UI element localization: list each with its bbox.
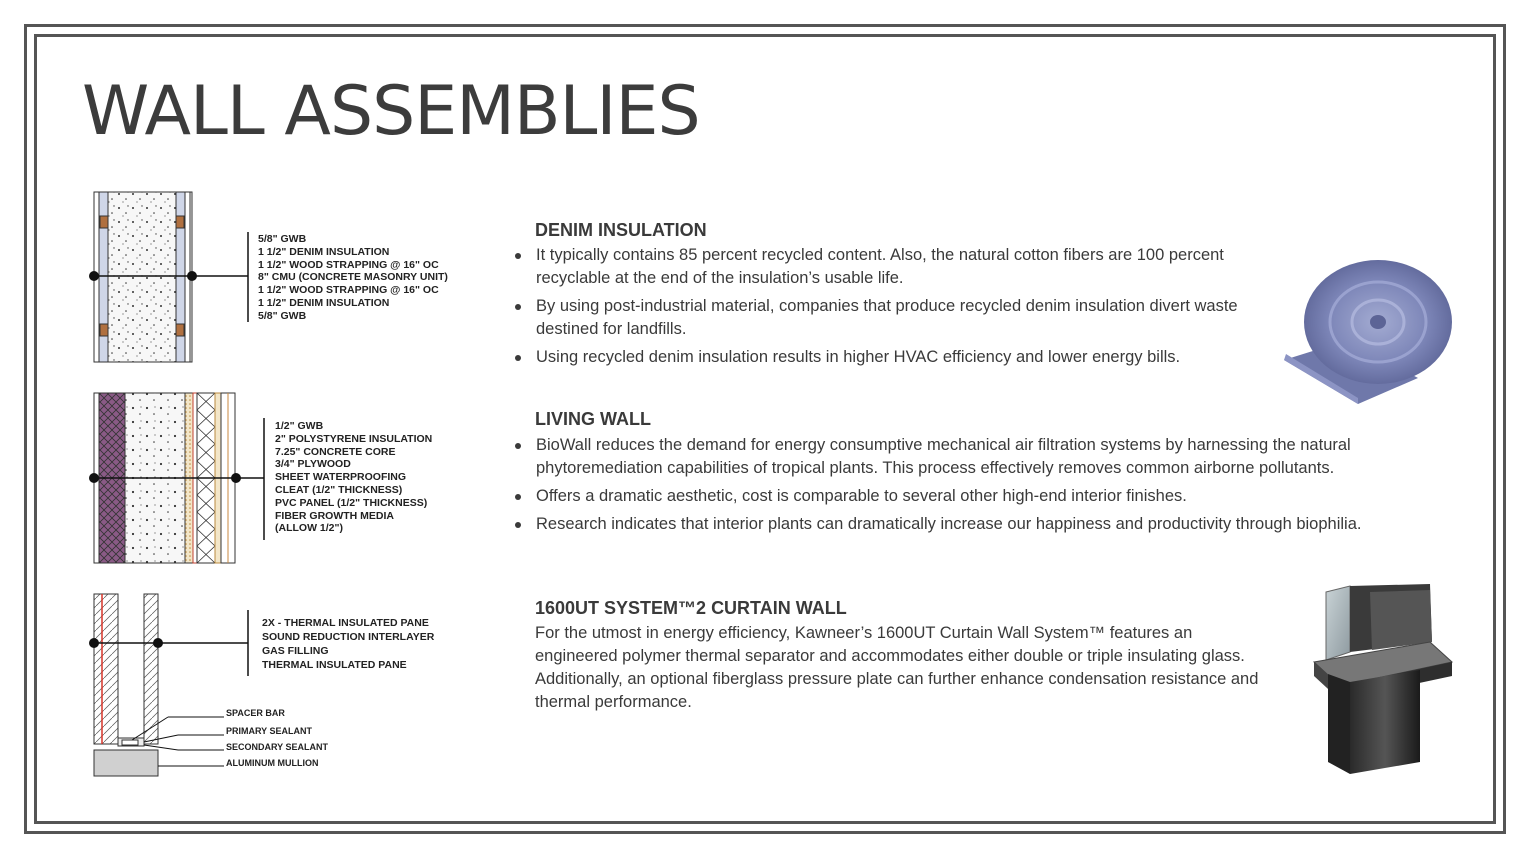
layer-label: 1 1/2" WOOD STRAPPING @ 16" OC — [258, 284, 439, 297]
page-title: WALL ASSEMBLIES — [82, 72, 700, 151]
detail-label: PRIMARY SEALANT — [226, 726, 313, 736]
list-item: Research indicates that interior plants can dramatically increase our happiness and productivity through biophilia. — [518, 513, 1448, 536]
denim-insulation-roll-image — [1278, 248, 1458, 408]
layer-label: 1 1/2" DENIM INSULATION — [258, 245, 390, 258]
list-item: By using post-industrial material, companies that produce recycled denim insulation divert waste destined for landfills. — [518, 295, 1278, 341]
living-heading: LIVING WALL — [535, 409, 651, 429]
curtain-paragraph: For the utmost in energy efficiency, Kawneer’s 1600UT Curtain Wall System™ features an engineered polymer thermal separator and accommodates either double or triple insulating glass. Additionally, an optional fiberglass pressure plate can further enhance condensation resistance and thermal performance. — [535, 624, 1259, 711]
living-wall-section-diagram — [88, 390, 270, 568]
layer-label: 5/8" GWB — [258, 233, 307, 245]
layer-label: 3/4" PLYWOOD — [275, 458, 351, 471]
living-layer-labels — [275, 420, 432, 535]
layer-label: 1 1/2" WOOD STRAPPING @ 16" OC — [258, 258, 439, 271]
denim-heading: DENIM INSULATION — [535, 220, 707, 240]
layer-label: FIBER GROWTH MEDIA — [275, 509, 394, 522]
layer-label: 7.25" CONCRETE CORE — [275, 445, 396, 458]
layer-label: 2X - THERMAL INSULATED PANE — [262, 617, 429, 629]
denim-layer-labels — [258, 233, 448, 323]
denim-wall-section-diagram — [88, 190, 256, 365]
curtain-wall-mullion-image — [1310, 582, 1460, 780]
living-bullets — [518, 434, 1448, 541]
list-item: It typically contains 85 percent recycled content. Also, the natural cotton fibers are 100 percent recyclable at the end of the insulation’s usable life. — [518, 244, 1278, 290]
layer-label: GAS FILLING — [262, 645, 329, 657]
layer-label: 2" POLYSTYRENE INSULATION — [275, 432, 433, 445]
detail-label: SPACER BAR — [226, 708, 285, 718]
layer-label: THERMAL INSULATED PANE — [262, 659, 407, 671]
detail-label: ALUMINUM MULLION — [226, 758, 319, 768]
list-item: BioWall reduces the demand for energy consumptive mechanical air filtration systems by harnessing the natural phytoremediation capabilities of tropical plants. This process effectively removes common airborne pollutants. — [518, 434, 1448, 480]
layer-label: 1 1/2" DENIM INSULATION — [258, 296, 390, 309]
layer-label: 5/8" GWB — [258, 309, 307, 322]
denim-bullets — [518, 244, 1278, 374]
layer-label: CLEAT (1/2" THICKNESS) — [275, 483, 403, 496]
detail-label: SECONDARY SEALANT — [226, 742, 329, 752]
layer-label: (ALLOW 1/2") — [275, 522, 343, 535]
list-item: Using recycled denim insulation results in higher HVAC efficiency and lower energy bills. — [518, 346, 1278, 369]
layer-label: SHEET WATERPROOFING — [275, 471, 407, 484]
curtain-layer-labels — [262, 616, 434, 672]
curtain-heading: 1600UT SYSTEM™2 CURTAIN WALL — [535, 598, 847, 618]
layer-label: SOUND REDUCTION INTERLAYER — [262, 631, 435, 643]
layer-label: 1/2" GWB — [275, 420, 324, 432]
layer-label: 8" CMU (CONCRETE MASONRY UNIT) — [258, 271, 448, 284]
curtain-wall-section-diagram — [88, 590, 258, 782]
list-item: Offers a dramatic aesthetic, cost is comparable to several other high-end interior finishes. — [518, 485, 1448, 508]
layer-label: PVC PANEL (1/2" THICKNESS) — [275, 496, 428, 509]
